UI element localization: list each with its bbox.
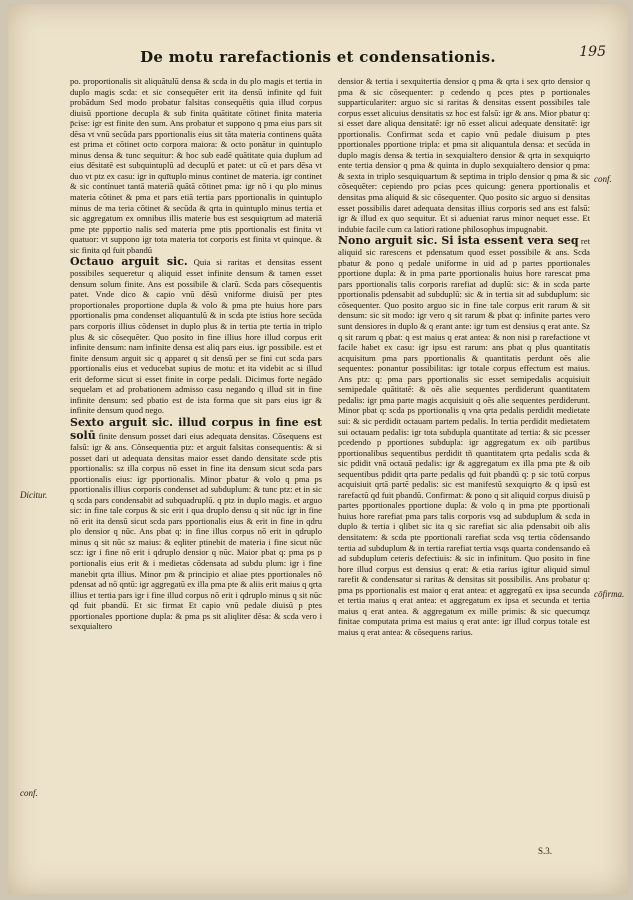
section-heading-octauo: Octauo arguit sic. <box>70 255 188 269</box>
signature-mark: S.3. <box>538 846 553 856</box>
book-page <box>8 4 628 894</box>
right-section-2 <box>338 234 590 637</box>
folio-number: 195 <box>579 44 606 60</box>
right-paragraph-1: densior & tertia i sexquitertia densior q pma & qrta i sex qrto densior q pma & sic cōsequenter: p cedendo q pces ptes p portionales supparticulariter: arguo sic si raritas & densitas essent possibiles tale corpus esset alicuius densitatis sz hoc est falsū: igr & ans. Mior pbatur q: si esset dare aliqua densitatē: igr nō esset alicui adequate densitatē: igr pportionalis. Confirmat scda et capio vnū pedale diuisum p ptes pportionales pportione tripla: et pma sit aliquantula densa: et secūda in duplo magis densa & tertia in sexquialtero densior & qrta in sexquiqrto ente tertia densior q pma & quinta in duplo sexquialtero densior q pma: & sexta in triplo sesquiquartum & septima in triplo densior q pma & sic cōsequēter: cepiendo pro pcias pces quicung: genera pportionalis et densitas pma aliquid & sic cōsequenter. Quo posito sic arguo si densitas esset possibilis daret adequata densitas illius corporis sed ans est falsū: igr & illud ex quo sequitur. Et si adueniat rarus minor nequet esse. Et indubie facile cum ca latiori ratione philosophus impugnabit. <box>338 76 590 234</box>
margin-note-dicitur: Dicitur. <box>20 490 48 500</box>
margin-note-confirma-3: conf. <box>20 788 38 798</box>
left-paragraph-2: Quia si raritas et densitas essent possibiles sequeretur q aliquid esset infinite densum & tamen esset densum solum finite. Ans est possibile & clarū. Scda pars cōsequentis patet. Vnde dico & capio vnū dēsū vniforme diuisū per ptes proportionales proportione dupla & volo & pma pte huius hore pars pportionalis pma condenset aliquantulū & in scda pte istius hore secūda pars corporis illius cōdenset in duplo plus & in tertia pte tertia in triplo plus & sic cōsequēter. Quo posito in fine illius hore illud corpus erit infinite densum: nam infinite densa est aliq pars eius. igr possibile. est et finite densum arguit sic q apparet q sit densū per se fini cut scda pars pportionalis eius et veducebat supius de motu: et ita videbit ac si illud erit deforme sicut si esset finite in corpe pedali. Dicimus forte negādo sequelam et ad probationem admisso casu negando q illud sit in fine infinite densum: sed pbatio est de ista forma que sit pars eius igr & infinite densum quod nego. <box>70 257 322 416</box>
running-head: De motu rarefactionis et condensationis. <box>140 48 496 66</box>
section-heading-sexto: Sexto arguit sic. illud corpus in fine est solū <box>70 415 322 442</box>
left-paragraph-3: finite densum posset dari eius adequata densitas. Cōsequens est falsū: igr & ans. Cōnsequentia ptz: et arguit falsitas consequentis: & si posset dari ut adequata densitas maior esset dando densitate scde ptis pportionalis: sz illa corpus nō esset in fine ita densum sicut scda pars pportionalis eius: igr pportionalis. Minor pbatur & volo q pma ps pportionalis illius corporis condenset ad subduplum: & tunc ptz: et in sic q scda pars condensabit ad subquadruplū. q ptz in duplo magis. et arguo sic: in fine tale corpus & sic erit i qua druplo densu q sit nūc igr in fine nō erit ita densū sicut scda pars pportionalis eius & erit in fine in qdru plo densior q nūc. Ans pbat q: in fine illus corpus nō erit in qdruplo minus q sit nūc sz maius: & eqliter ptinebit de materia i fine sicut nūc scz: igr i fine nō erit i qdruplo densior q nūc. Maior pbat q: pma ps p portionalis eius erit & i medietas cōdensata ad subdu plum: igr i fine manebit qrta illius. Minor pm & principio et aliae ptes pportionales nō pdensat ad nō qntū: igr aggregatū ex illa pma pte & aliis erit maius q qrta illius et tertia pars igr i fine illud corpus nō erit i qdruplo minus q sit nūc qd fuit pbandū. Et sic firmat Et capio vnū pedale diuisū p ptes pportionales pportione dupla: & pma ps sit aliqliter dēsa: & scda vero i sexquialtero <box>70 430 322 632</box>
left-section-3 <box>70 416 322 632</box>
margin-note-confirma-2: cōfirma. <box>594 589 625 599</box>
left-text-column <box>70 76 322 632</box>
left-section-2 <box>70 255 322 416</box>
section-heading-nono: Nono arguit sic. Si ista essent vera seq <box>338 234 579 248</box>
right-text-column <box>338 76 590 637</box>
right-paragraph-2: ret aliquid sic rarescens et pdensatum quod esset possibile & ans. Scda pbatur & pono q pedale uniforme in uid ad p partes pportionales pportione dupla: & in pma parte pportionalis huius hore rarescat pma pars pportionalis talis corporis rarefiat ad duplū: sic: & in scda parte pportionalis pdensabit ad subduplū: sic & in tertia sit ad subduplum: sic cōsequenter. Quo posito arguo sic in fine tale corpus erit rarum & sit densum: sic sit modo: igr vero q sit rarum & pbat q: infinite partes vero sunt densiores in duplo & q erant ante: igr tum est densius q erat ante. Sz q sit rarum q pbat: q est maius q erat antea: & non nisi p rarefactione vt facile habet ex casu: igr ipsu est rarum: ans pbat q plus quantitatis acquisitum pma pars pportionalis & quantitatis perdunt oēs alie sequentes: ponantur possibilitas: igr totale corpus effectum est maius. Ans ptz: q: pma pars pportionalis sic esset semipedalis acquisiuit semipedale quātitatē: & oēs alie sequentes perdiderunt quantitatem pedalis: igr pma parte magis acquisiuit q oēs alie sequentes perdiderunt. Minor pbat q: scda ps pportionalis q vna qrta pedalis perdidit medietate sui: & sic perdidit octauam partem pedalis. In tertia perdidit medietatem sui octauam pedalis: igr tota subdupla quantitate ad tertia: & sic pcesser pcedendo p pportiones subdupla: igr aggregatum ex oib partibus pportionalibus sequentibus perdidit tñ quantitatem qrta pedalis scda & sic pdidit vnā octauā pedalis: igr & aggregatum ex illa pma pte & oib sequentibus pdidit qrta parte pedalis qd fuit pbandū q: p sic totū corpus acquisiuit qrtā partē pedalis: sic est manifestū sexquiqrto & q ipsū est rarefactū qd fuit pbandū. Confirmat: & pono q sit aliquid corpus diuisū p partes pportionales pportione dupla: & volo q in pma pte pportionali huius hore rarefiat pma pars talis corporis vsq ad subduplum & scda in duplo & tertia i qlibet sic ita q sic rarefiat sic alia pdensabit oib alis densitatem: & scda pte pportionali rarefiat scda vsq tertia cōdensando tertia ad subduplum & in tertia rarefiat tertia vsqs quarta condensando eā ad subduplum ceteris defectiuis: & sic in infinitum. Quo posito in fine hore illud corpus est densius q erat: & etia rarius igitur aliquid simul rarefit & condensatur si raritas & densitas sit possibilis. Ans probatur q: pma ps pportionalis est maior q erat antea: et aggregatū ex ipsa secunda et tertia maius q erat antea: et aggregatum ex ipsa et secunda et tertia maius q erat antea. & aggregatum ex mille primis: & sic quecumqz finitae computata prima est maius q erat ante: igr illud corpus totale est maius q erat antea: & cōsequens rarius. <box>338 236 590 637</box>
margin-note-confirma-1: conf. <box>594 174 612 184</box>
left-paragraph-1: po. proportionalis sit aliquātulū densa & scda in du plo magis et tertia in duplo magis scda: et sic consequēter erit ita densū infinite qd fuit probādum Sed modo probatur falsitas consequētis quia illud corpus diuisū pportione decupla & sub finita quātitate cōtinet finita materia p̄cise: igr est finite den sum. Ans probatur et suppono q pma eius pars sit dēsa vt vnū secūda pars pportionalis eius sit tāta materia continens quāta est prima et cōtinet octo corpora maiora: & octo ponātur in quintuplo minus densa & tunc sequitur: & hoc sub eadē quātitate quia duplum ad eius dēsitatē est subquintuplū ad decuplū et patet: ut cū et pars dēsa vt duo vt ptz ex casu: igr in quītuplo minus continet de materia. igr continet & sic contínuet tantā materiā quātā cōtinet pma: igr nō i qu plo minus materia cōtinet & pma et pars etiā tertia pars pportionalis in quintuplo minus de ma teria cōtinet & secūda & qrta in quintuplo minus tertia et sic aggregatum ex omnibus illis materie bus est sesquiqrtum ad materiā pme pte ppportio nalis sed materia pme ptis pportionalis est finita vt quatuor: vt suppono igr tota materia tot corporis est finita vt quinque. & sic finita qd fuit pbandū <box>70 76 322 255</box>
